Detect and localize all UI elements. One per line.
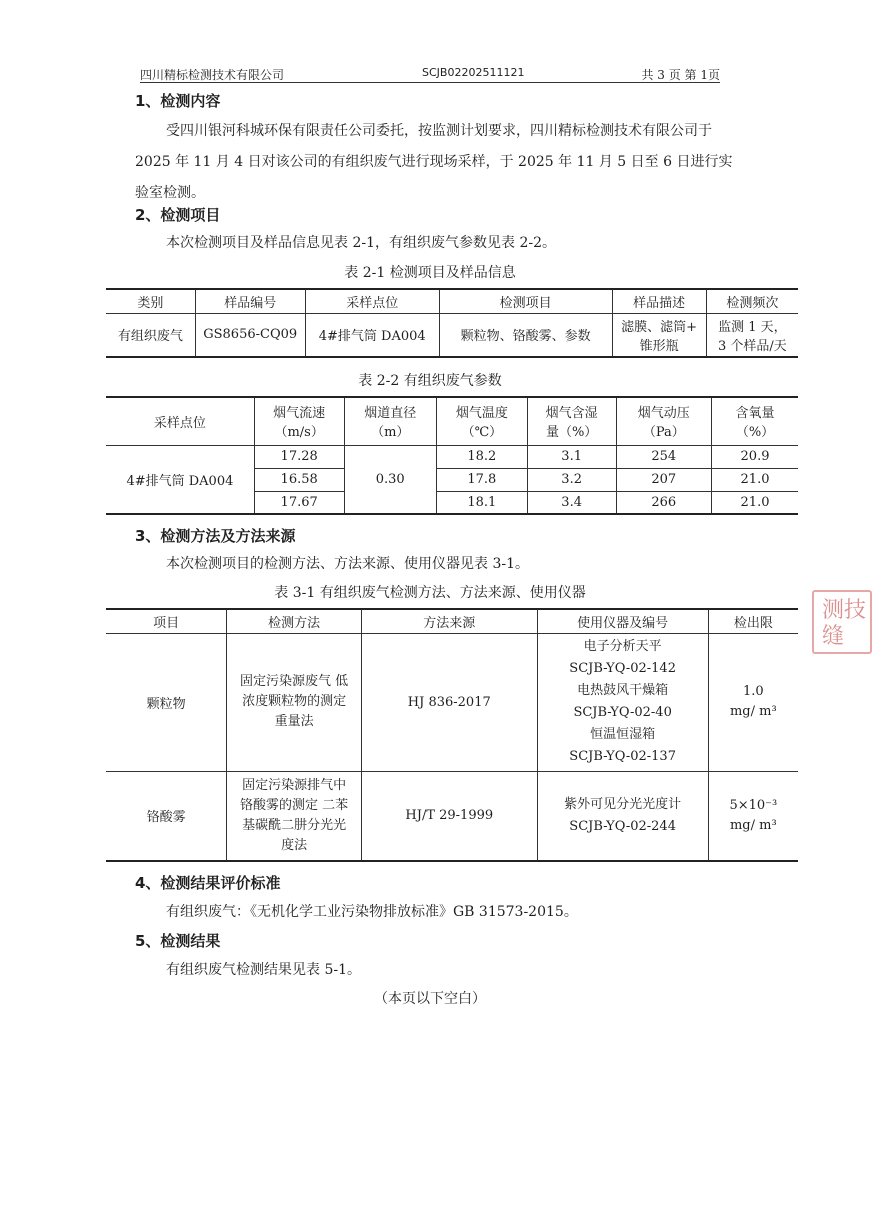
cell-oxygen: 21.0 [712, 491, 798, 514]
header-cell [712, 397, 798, 445]
header-report-number: SCJB02202511121 [422, 66, 525, 79]
table-row [106, 313, 798, 357]
section-1-title: 1、检测内容 [135, 92, 221, 110]
header-cell: 项目 [106, 609, 227, 633]
section-3-title: 3、检测方法及方法来源 [135, 527, 296, 545]
section-2-body: 本次检测项目及样品信息见表 2-1，有组织废气参数见表 2-2。 [166, 235, 556, 251]
cell-description [612, 313, 706, 357]
header-cell: 类别 [106, 289, 195, 313]
section-3-body: 本次检测项目的检测方法、方法来源、使用仪器见表 3-1。 [166, 556, 529, 572]
header-cell [344, 397, 436, 445]
cell-line: 固定污染源废气 低 [240, 674, 349, 689]
cell-line: 浓度颗粒物的测定 [242, 694, 347, 709]
header-cell [527, 397, 616, 445]
cell-instruments [537, 633, 708, 771]
cell-moisture: 3.1 [527, 445, 616, 468]
cell-frequency [706, 313, 798, 357]
cell-line: 滤膜、滤筒+ [621, 319, 698, 335]
cell-temp: 17.8 [436, 468, 527, 491]
cell-oxygen: 21.0 [712, 468, 798, 491]
cell-moisture: 3.2 [527, 468, 616, 491]
cell-limit [708, 771, 798, 861]
section-2-title: 2、检测项目 [135, 206, 221, 224]
header-cell: 样品描述 [612, 289, 706, 313]
cell-line: mg/ m³ [729, 704, 777, 719]
cell-flow: 17.28 [254, 445, 344, 468]
table-2-2-caption: 表 2-2 有组织废气参数 [358, 373, 502, 389]
cell-line: SCJB-YQ-02-137 [569, 749, 676, 764]
cell-line: 3 个样品/天 [717, 338, 787, 354]
table-3-1-caption: 表 3-1 有组织废气检测方法、方法来源、使用仪器 [274, 585, 586, 601]
cell-line: 电热鼓风干燥箱 [577, 683, 669, 698]
section-4-title: 4、检测结果评价标准 [135, 874, 281, 892]
cell-line: 电子分析天平 [583, 639, 662, 654]
cell-flow: 17.67 [254, 491, 344, 514]
header-line: （Pa） [642, 425, 685, 441]
cell-category: 有组织废气 [106, 313, 195, 357]
header-line: （m） [371, 425, 410, 441]
header-cell: 检出限 [708, 609, 798, 633]
table-row [106, 771, 798, 861]
cell-line: 5×10⁻³ [729, 797, 778, 813]
table-row [106, 445, 798, 468]
cell-line: 固定污染源排气中 [242, 777, 347, 793]
section-5-title: 5、检测结果 [135, 932, 221, 950]
cell-item: 颗粒物 [106, 633, 227, 771]
header-cell [616, 397, 711, 445]
cell-oxygen: 20.9 [712, 445, 798, 468]
cell-source: HJ 836-2017 [361, 633, 537, 771]
cell-line: SCJB-YQ-02-244 [569, 818, 676, 834]
cell-line: 度法 [281, 837, 308, 853]
header-line: 烟气含湿 [545, 406, 598, 422]
page-header [140, 64, 720, 83]
cell-line: 重量法 [274, 714, 314, 729]
cell-temp: 18.2 [436, 445, 527, 468]
table-header-row [106, 397, 798, 445]
cell-sample-no: GS8656-CQ09 [195, 313, 305, 357]
section-5-body: 有组织废气检测结果见表 5-1。 [166, 962, 361, 978]
cell-method [227, 771, 362, 861]
cell-pressure: 266 [616, 491, 711, 514]
cell-source: HJ/T 29-1999 [361, 771, 537, 861]
end-of-page-note: （本页以下空白） [374, 991, 486, 1007]
cell-line: 基碳酰二肼分光光 [242, 817, 347, 833]
header-line: 烟道直径 [364, 406, 417, 422]
section-4-body: 有组织废气：《无机化学工业污染物排放标准》GB 31573-2015。 [166, 904, 578, 920]
header-page-info: 共 3 页 第 1页 [641, 68, 720, 82]
cell-line: SCJB-YQ-02-142 [569, 661, 676, 676]
cell-method [227, 633, 362, 771]
header-line: （%） [735, 425, 775, 441]
cell-line: 锥形瓶 [639, 338, 679, 354]
cell-point: 4#排气筒 DA004 [106, 445, 254, 514]
header-cell: 采样点位 [305, 289, 439, 313]
cell-moisture: 3.4 [527, 491, 616, 514]
seal-stamp-fragment: 测技缝 [812, 590, 872, 654]
header-cell: 方法来源 [361, 609, 537, 633]
cell-limit [708, 633, 798, 771]
table-row [106, 633, 798, 771]
header-company: 四川精标检测技术有限公司 [140, 68, 285, 82]
cell-line: SCJB-YQ-02-40 [573, 705, 672, 720]
cell-diameter: 0.30 [344, 445, 436, 514]
header-line: 含氧量 [735, 406, 775, 422]
cell-line: 铬酸雾的测定 二苯 [240, 797, 349, 813]
header-cell [436, 397, 527, 445]
table-2-1 [106, 288, 798, 358]
cell-temp: 18.1 [436, 491, 527, 514]
header-cell: 检测方法 [227, 609, 362, 633]
header-cell [254, 397, 344, 445]
header-line: 烟气动压 [637, 406, 690, 422]
cell-line: 紫外可见分光光度计 [564, 796, 682, 812]
cell-pressure: 207 [616, 468, 711, 491]
cell-instruments [537, 771, 708, 861]
cell-pressure: 254 [616, 445, 711, 468]
table-3-1 [106, 608, 798, 862]
cell-line: 恒温恒湿箱 [590, 727, 656, 742]
header-line: 烟气温度 [455, 406, 508, 422]
header-line: 量（%） [545, 425, 598, 441]
header-cell: 使用仪器及编号 [537, 609, 708, 633]
header-cell: 样品编号 [195, 289, 305, 313]
cell-flow: 16.58 [254, 468, 344, 491]
header-cell: 检测项目 [439, 289, 612, 313]
header-line: （℃） [461, 425, 503, 441]
table-2-1-caption: 表 2-1 检测项目及样品信息 [344, 265, 516, 281]
section-1-body: 受四川银河科城环保有限责任公司委托，按监测计划要求，四川精标检测技术有限公司于 2025 年 11 月 4 日对该公司的有组织废气进行现场采样，于 2025 年 11 月 5 日至 6 日进行实验室检测。 [135, 123, 733, 201]
cell-line: mg/ m³ [729, 817, 777, 833]
cell-items: 颗粒物、铬酸雾、参数 [439, 313, 612, 357]
cell-line: 1.0 [743, 684, 764, 699]
header-line: 烟气流速 [273, 406, 326, 422]
cell-point: 4#排气筒 DA004 [305, 313, 439, 357]
cell-item: 铬酸雾 [106, 771, 227, 861]
header-cell: 检测频次 [706, 289, 798, 313]
header-cell: 采样点位 [106, 397, 254, 445]
cell-line: 监测 1 天， [718, 319, 787, 335]
header-line: （m/s） [274, 425, 324, 441]
table-header-row [106, 609, 798, 633]
table-header-row [106, 289, 798, 313]
table-2-2 [106, 396, 798, 515]
